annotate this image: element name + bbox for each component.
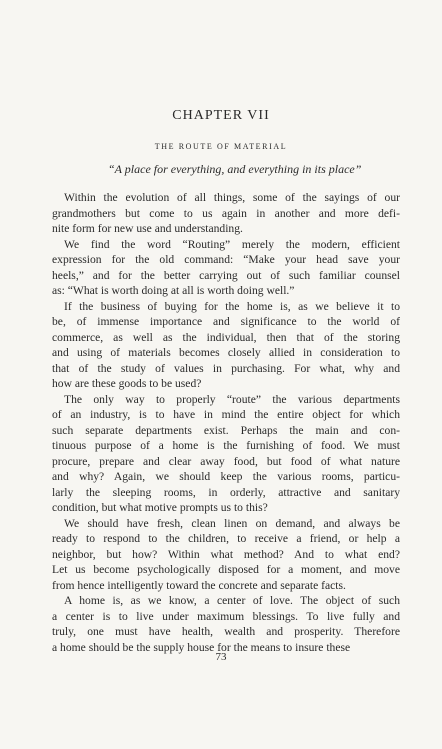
text-line: condition, but what motive prompts us to this? xyxy=(52,501,268,514)
text-line: expression for the old command: “Make your head save your xyxy=(52,253,400,266)
chapter-subtitle: THE ROUTE OF MATERIAL xyxy=(154,142,288,151)
text-line: The only way to properly “route” the various departments xyxy=(64,392,400,406)
paragraph xyxy=(52,593,400,655)
text-line: heels,” and for the better carrying out of such familiar counsel xyxy=(52,268,400,282)
text-line: commerce, as well as the individual, then that of the storing xyxy=(52,330,400,344)
text-line: Within the evolution of all things, some of the sayings of our xyxy=(64,191,400,204)
text-line: We find the word “Routing” merely the modern, efficient xyxy=(64,237,400,251)
epigraph: “A place for everything, and everything in its place” xyxy=(108,162,362,176)
text-line: from hence intelligently toward the concrete and separate facts. xyxy=(52,578,346,592)
text-line: Let us become psychologically disposed for a moment, and move xyxy=(52,563,400,576)
text-line: truly, one must have health, wealth and prosperity. Therefore xyxy=(52,625,400,638)
text-line: be, of immense importance and significance to the world of xyxy=(52,315,400,328)
text-line: how are these goods to be used? xyxy=(52,377,202,390)
text-line: a center is to live under maximum blessings. To live fully and xyxy=(52,609,400,623)
paragraph xyxy=(52,516,400,594)
text-line: such separate departments exist. Perhaps the main and con- xyxy=(52,423,400,437)
text-line: ready to respond to the children, to receive a friend, or help a xyxy=(52,532,400,545)
text-line: nite form for new use and understanding. xyxy=(52,222,243,235)
text-line: If the business of buying for the home is, as we believe it to xyxy=(64,299,400,313)
paragraph xyxy=(52,190,400,237)
paragraph xyxy=(52,237,400,299)
text-line: neighbor, but how? Within what method? And to what end? xyxy=(52,547,400,561)
chapter-title: CHAPTER VII xyxy=(172,108,270,123)
text-line: that of the study of values in purchasing. For what, why and xyxy=(52,361,400,375)
paragraph xyxy=(52,392,400,516)
text-line: tinuous purpose of a home is the furnishing of food. We must xyxy=(52,439,400,452)
text-line: and why? Again, we should keep the various rooms, particu- xyxy=(52,470,400,483)
text-line: of an industry, is to have in mind the entire object for which xyxy=(52,408,400,421)
text-line: and using of materials becomes closely allied in consideration to xyxy=(52,346,400,359)
body-text xyxy=(52,190,400,655)
text-line: We should have fresh, clean linen on demand, and always be xyxy=(64,516,400,530)
text-line: procure, prepare and clear away food, but food of what nature xyxy=(52,454,400,468)
page-number: 73 xyxy=(215,651,227,663)
text-line: larly the sleeping rooms, in orderly, attractive and sanitary xyxy=(52,485,400,499)
text-line: a home should be the supply house for the means to insure these xyxy=(52,640,351,654)
text-line: as: “What is worth doing at all is worth doing well.” xyxy=(52,284,295,297)
text-line: A home is, as we know, a center of love. The object of such xyxy=(64,594,400,607)
paragraph xyxy=(52,299,400,392)
text-line: grandmothers but come to us again in another and more defi- xyxy=(52,206,400,220)
